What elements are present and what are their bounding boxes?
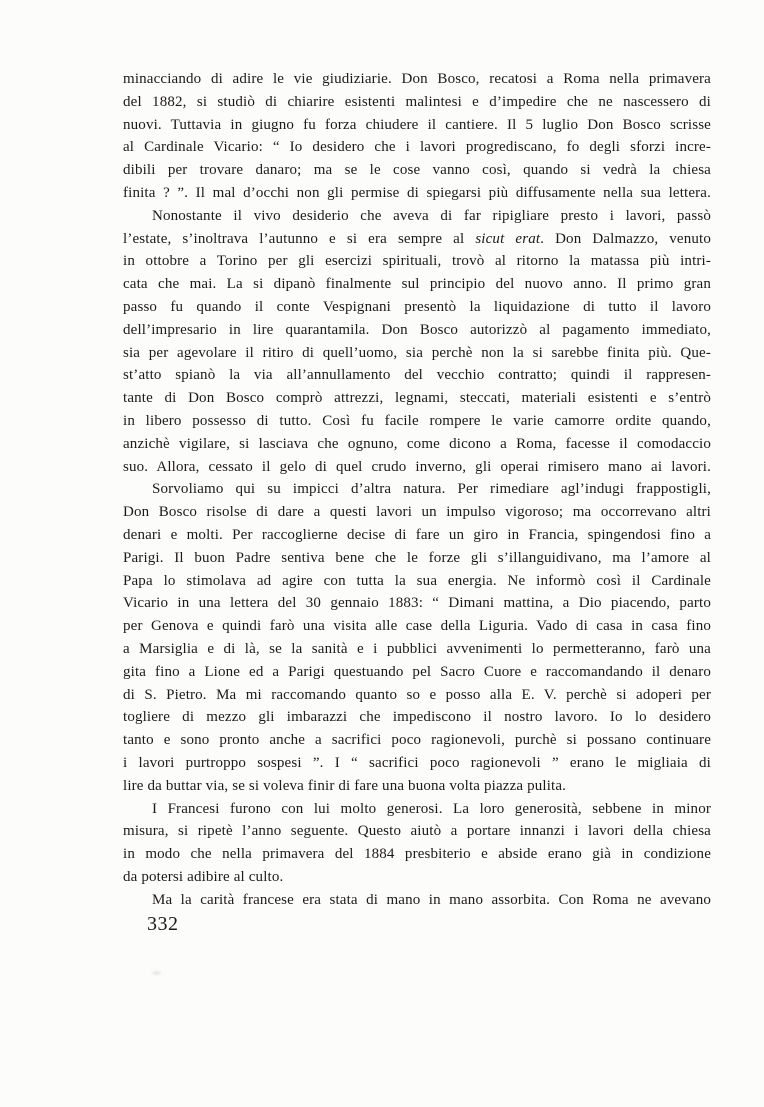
text-run: denari e molti. Per raccoglierne decise di fare un giro in Francia, spingendosi fino a: [123, 526, 711, 543]
text-run: Vicario in una lettera del 30 gennaio 1883: “ Dimani mattina, a Dio piacendo, parto: [123, 595, 711, 612]
text-line: [123, 433, 711, 456]
text-run: misura, si ripetè l’anno seguente. Questo aiutò a portare innanzi i lavori della chiesa: [123, 823, 711, 840]
text-block: [123, 68, 711, 911]
text-run: tante di Don Bosco comprò attrezzi, legnami, steccati, materiali esistenti e s’entrò: [123, 390, 711, 407]
text-line: [123, 547, 711, 570]
text-line: [123, 205, 711, 228]
text-run: Ma la carità francese era stata di mano in mano assorbita. Con Roma ne avevano: [152, 891, 711, 908]
text-line: [123, 843, 711, 866]
text-run: Don Bosco risolse di dare a questi lavori un impulso vigoroso; ma occorrevano altri: [123, 504, 711, 521]
text-line: [123, 706, 711, 729]
text-line: [123, 410, 711, 433]
text-line: [123, 684, 711, 707]
text-run: gita fino a Lione ed a Parigi questuando pel Sacro Cuore e raccomandando il denaro: [123, 663, 711, 680]
text-line: [123, 478, 711, 501]
text-line: [123, 364, 711, 387]
text-line: [123, 159, 711, 182]
text-line: [123, 592, 711, 615]
text-run: di S. Pietro. Ma mi raccomando quanto so e posso alla E. V. perchè si adoperi per: [123, 686, 711, 703]
text-run: nuovi. Tuttavia in giugno fu forza chiudere il cantiere. Il 5 luglio Don Bosco scrisse: [123, 116, 711, 133]
text-line: [123, 729, 711, 752]
text-run: . Don Dalmazzo, venuto: [540, 230, 711, 247]
text-line: [123, 456, 711, 479]
text-line: [123, 661, 711, 684]
text-line: [123, 501, 711, 524]
text-run: i lavori purtroppo sospesi ”. I “ sacrifici poco ragionevoli ” erano le migliaia di: [123, 754, 711, 771]
text-run: del 1882, si studiò di chiarire esistenti malintesi e d’impedire che ne nascessero di: [123, 93, 711, 110]
text-run: Sorvoliamo qui su impicci d’altra natura. Per rimediare agl’indugi frappostigli,: [152, 481, 711, 498]
text-run: sia per agevolare il ritiro di quell’uomo, sia perchè non la si sarebbe finita più. Que-: [123, 344, 711, 361]
text-run: st’atto spianò la via all’annullamento del vecchio contratto; quindi il rappresen-: [123, 367, 711, 384]
text-run: suo. Allora, cessato il gelo di quel crudo inverno, gli operai rimisero mano ai lavori.: [123, 458, 711, 475]
text-run: per Genova e quindi farò una visita alle case della Liguria. Vado di casa in casa fino: [123, 618, 711, 635]
text-line: [123, 866, 711, 889]
text-run: cata che mai. La si dipanò finalmente sul principio del nuovo anno. Il primo gran: [123, 276, 711, 293]
text-line: [123, 182, 711, 205]
text-line: [123, 775, 711, 798]
text-line: [123, 570, 711, 593]
text-line: [123, 114, 711, 137]
text-line: [123, 342, 711, 365]
text-line: [123, 273, 711, 296]
text-run: Papa lo stimolava ad agire con tutta la sua energia. Ne informò così il Cardinale: [123, 572, 711, 589]
text-run: dell’impresario in lire quarantamila. Don Bosco autorizzò al pagamento immediato,: [123, 321, 711, 338]
text-run: da potersi adibire al culto.: [123, 868, 284, 885]
text-run: minacciando di adire le vie giudiziarie. Don Bosco, recatosi a Roma nella primavera: [123, 71, 711, 87]
text-run: togliere di mezzo gli imbarazzi che impediscono il nostro lavoro. Io lo desidero: [123, 709, 711, 726]
text-line: [123, 296, 711, 319]
text-run: l’estate, s’inoltrava l’autunno e si era sempre al: [123, 230, 476, 247]
text-line: [123, 136, 711, 159]
text-run: I Francesi furono con lui molto generosi. La loro generosità, sebbene in minor: [152, 800, 711, 817]
text-run: Parigi. Il buon Padre sentiva bene che le forze gli s’illanguidivano, ma l’amore al: [123, 549, 711, 566]
text-run: tanto e sono pronto anche a sacrifici poco ragionevoli, purchè si possano continuare: [123, 732, 711, 749]
text-run: in modo che nella primavera del 1884 presbiterio e abside erano già in condizione: [123, 846, 711, 863]
text-line: [123, 820, 711, 843]
text-run: in libero possesso di tutto. Così fu facile rompere le varie camorre ordite quando,: [123, 412, 711, 429]
text-line: [123, 638, 711, 661]
text-run: anzichè vigilare, si lasciava che ognuno, come dicono a Roma, facesse il comodaccio: [123, 435, 711, 452]
italic-text-run: sicut erat: [475, 230, 541, 247]
text-run: lire da buttar via, se si voleva finir di fare una buona volta piazza pulita.: [123, 777, 567, 794]
text-run: al Cardinale Vicario: “ Io desidero che i lavori progrediscano, fo degli sforzi incre-: [123, 139, 711, 156]
text-run: in ottobre a Torino per gli esercizi spirituali, trovò al ritorno la matassa più intri-: [123, 253, 711, 270]
text-run: dibili per trovare danaro; ma se le cose vanno così, quando si vedrà la chiesa: [123, 162, 711, 179]
text-line: [123, 752, 711, 775]
text-run: Nonostante il vivo desiderio che aveva di far ripigliare presto i lavori, passò: [152, 207, 711, 224]
text-line: [123, 524, 711, 547]
text-line: [123, 68, 711, 91]
scan-smudge: [152, 971, 161, 975]
text-run: finita ? ”. Il mal d’occhi non gli permise di spiegarsi più diffusamente nella sua lettera.: [123, 184, 711, 201]
page-number: 332: [147, 913, 179, 935]
text-line: [123, 319, 711, 342]
text-line: [123, 798, 711, 821]
text-line: [123, 387, 711, 410]
text-run: passo fu quando il conte Vespignani presentò la liquidazione di tutto il lavoro: [123, 298, 711, 315]
text-line: [123, 91, 711, 114]
text-run: a Marsiglia e di là, se la sanità e i pubblici avvenimenti lo permetteranno, farò una: [123, 640, 711, 657]
text-line: [123, 889, 711, 912]
text-line: [123, 615, 711, 638]
text-line: [123, 228, 711, 251]
text-line: [123, 250, 711, 273]
